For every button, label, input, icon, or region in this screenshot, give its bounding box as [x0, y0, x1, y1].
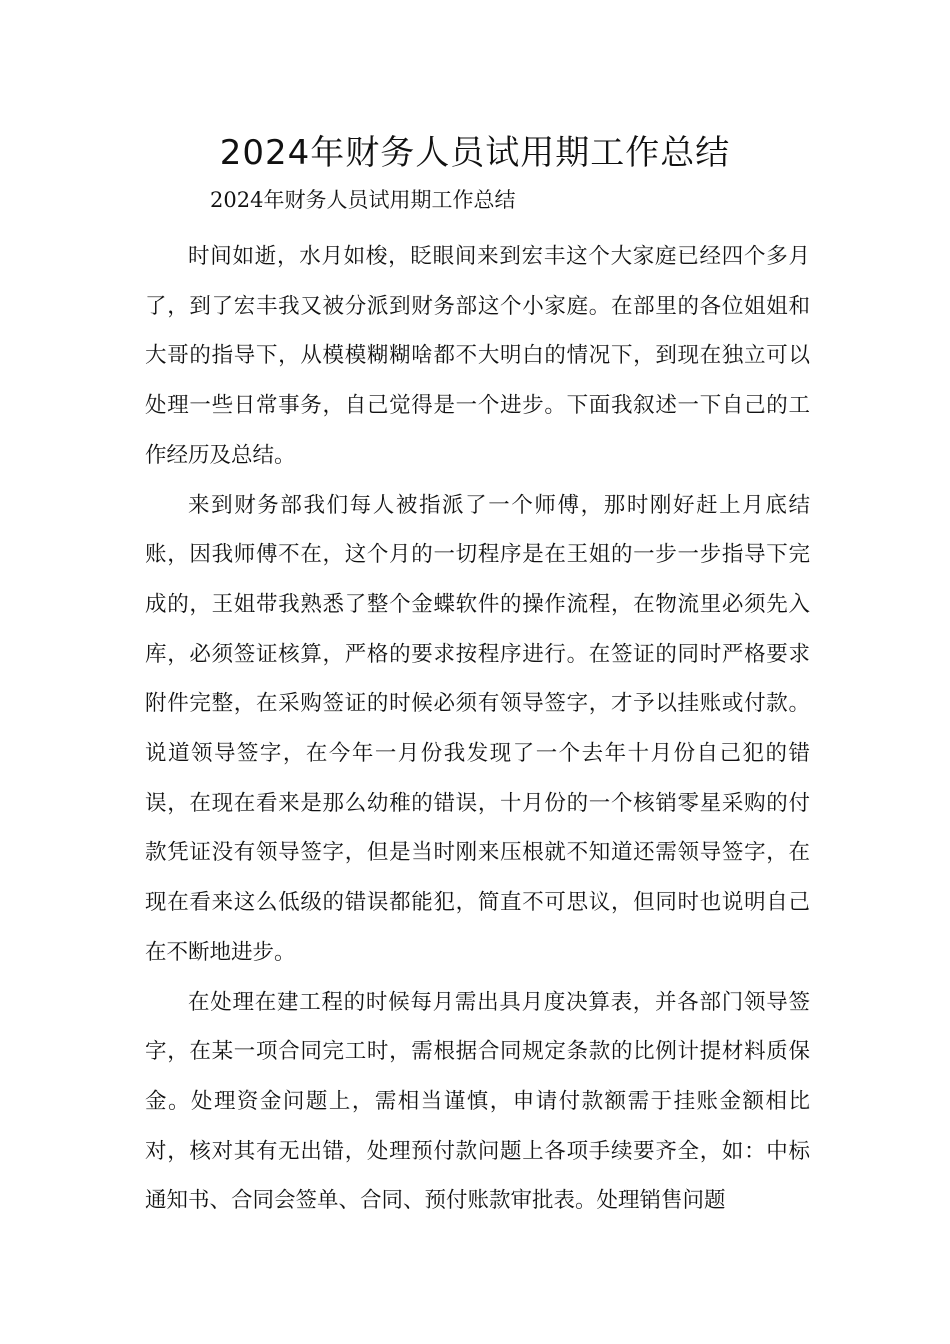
- paragraph-2: 来到财务部我们每人被指派了一个师傅，那时刚好赶上月底结账，因我师傅不在，这个月的一切程序是在王姐的一步一步指导下完成的，王姐带我熟悉了整个金蝶软件的操作流程，在物流里必须先入库，必须签证核算，严格的要求按程序进行。在签证的同时严格要求附件完整，在采购签证的时候必须有领导签字，才予以挂账或付款。说道领导签字，在今年一月份我发现了一个去年十月份自己犯的错误，在现在看来是那么幼稚的错误，十月份的一个核销零星采购的付款凭证没有领导签字，但是当时刚来压根就不知道还需领导签字，在现在看来这么低级的错误都能犯，简直不可思议，但同时也说明自己在不断地进步。: [145, 492, 810, 965]
- paragraph-3: 在处理在建工程的时候每月需出具月度决算表，并各部门领导签字，在某一项合同完工时，需根据合同规定条款的比例计提材料质保金。处理资金问题上，需相当谨慎，申请付款额需于挂账金额相比对，核对其有无出错，处理预付款问题上各项手续要齐全，如：中标通知书、合同会签单、合同、预付账款审批表。处理销售问题: [145, 989, 810, 1214]
- paragraph-1: 时间如逝，水月如梭，眨眼间来到宏丰这个大家庭已经四个多月了，到了宏丰我又被分派到财务部这个小家庭。在部里的各位姐姐和大哥的指导下，从模模糊糊啥都不大明白的情况下，到现在独立可以处理一些日常事务，自己觉得是一个进步。下面我叙述一下自己的工作经历及总结。: [145, 244, 810, 468]
- document-subtitle: 2024年财务人员试用期工作总结: [210, 188, 516, 212]
- document-body: [145, 232, 810, 1226]
- document-title: 2024年财务人员试用期工作总结: [219, 133, 731, 173]
